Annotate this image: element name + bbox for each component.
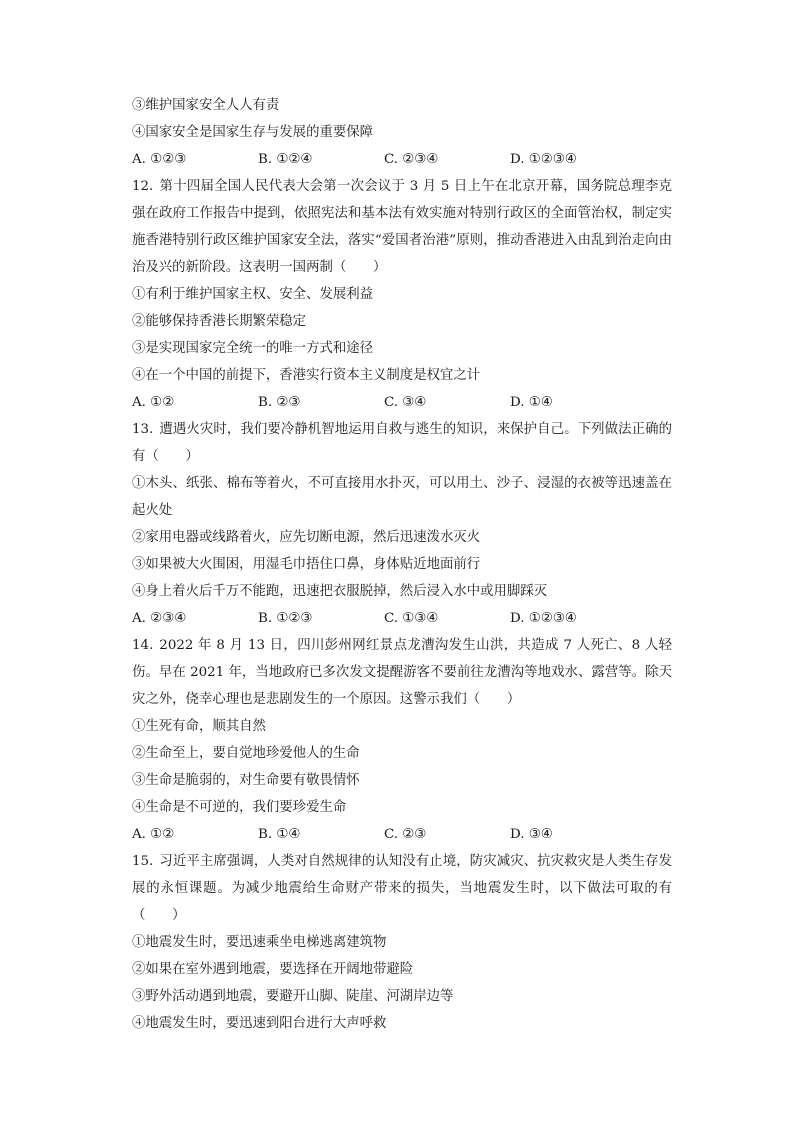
question-stem: [132, 173, 672, 281]
question-number: 14.: [132, 638, 154, 653]
question-text: 2022 年 8 月 13 日，四川彭州网红景点龙漕沟发生山洪，共造成 7 人死亡、8 人轻伤。早在 2021 年，当地政府已多次发文提醒游客不要前往龙漕沟等地戏水、露营等。除天灾之外，侥幸心理也是悲剧发生的一个原因。这警示我们（ ）: [132, 638, 672, 707]
answer-choices: [132, 821, 672, 848]
option-line: ④地震发生时，要迅速到阳台进行大声呼救: [132, 1016, 387, 1031]
answer-choice-a[interactable]: A. ①②: [132, 827, 175, 842]
answer-choices: [132, 146, 672, 173]
answer-choices: [132, 605, 672, 632]
option-line: ②生命至上，要自觉地珍爱他人的生命: [132, 746, 360, 761]
option-line: ④在一个中国的前提下，香港实行资本主义制度是权宜之计: [132, 368, 481, 383]
answer-choice-c[interactable]: C. ②③: [384, 827, 427, 842]
question-stem: [132, 416, 672, 470]
answer-choice-d[interactable]: D. ①②③④: [510, 611, 577, 626]
option-line: ①有利于维护国家主权、安全、发展利益: [132, 287, 374, 302]
question-12: [132, 173, 672, 416]
question-text: 第十四届全国人民代表大会第一次会议于 3 月 5 日上午在北京开幕，国务院总理李克强在政府工作报告中提到，依照宪法和基本法有效实施对特别行政区的全面管治权，制定实施香港特别行政区维护国家安全法，落实“爱国者治港”原则，推动香港进入由乱到治走向由治及兴的新阶段。这表明一国两制（ ）: [132, 179, 672, 275]
option-line: ④身上着火后千万不能跑，迅速把衣服脱掉，然后浸入水中或用脚踩灭: [132, 584, 548, 599]
answer-choice-d[interactable]: D. ①④: [510, 395, 553, 410]
option-line: ①木头、纸张、棉布等着火，不可直接用水扑灭，可以用土、沙子、浸湿的衣被等迅速盖在起火处: [132, 476, 672, 518]
question-text: 遭遇火灾时，我们要冷静机智地运用自救与逃生的知识，来保护自己。下列做法正确的有（ ）: [132, 422, 672, 464]
answer-choice-a[interactable]: A. ②③④: [132, 611, 187, 626]
exam-page: [132, 92, 672, 1037]
option-line: ②能够保持香港长期繁荣稳定: [132, 314, 307, 329]
answer-choice-b[interactable]: B. ①②③: [258, 611, 313, 626]
answer-choice-c[interactable]: C. ③④: [384, 395, 427, 410]
option-line: ③野外活动遇到地震，要避开山脚、陡崖、河湖岸边等: [132, 989, 454, 1004]
option-line: ②如果在室外遇到地震，要选择在开阔地带避险: [132, 962, 414, 977]
answer-choice-a[interactable]: A. ①②: [132, 395, 175, 410]
answer-choice-d[interactable]: D. ①②③④: [510, 152, 577, 167]
question-number: 15.: [132, 854, 154, 869]
answer-choice-b[interactable]: B. ②③: [258, 395, 301, 410]
answer-choice-c[interactable]: C. ②③④: [384, 152, 439, 167]
option-line: ③维护国家安全人人有责: [132, 98, 280, 113]
option-line: ④国家安全是国家生存与发展的重要保障: [132, 125, 374, 140]
answer-choice-b[interactable]: B. ①②④: [258, 152, 313, 167]
option-line: ③是实现国家完全统一的唯一方式和途径: [132, 341, 374, 356]
question-15: [132, 848, 672, 1037]
option-line: ④生命是不可逆的，我们要珍爱生命: [132, 800, 347, 815]
answer-choice-d[interactable]: D. ③④: [510, 827, 553, 842]
option-line: ②家用电器或线路着火，应先切断电源，然后迅速泼水灭火: [132, 530, 481, 545]
option-line: ③如果被大火围困，用湿毛巾捂住口鼻，身体贴近地面前行: [132, 557, 481, 572]
option-line: ①生死有命，顺其自然: [132, 719, 266, 734]
answer-choice-c[interactable]: C. ①③④: [384, 611, 439, 626]
answer-choice-a[interactable]: A. ①②③: [132, 152, 187, 167]
option-line: ③生命是脆弱的，对生命要有敬畏情怀: [132, 773, 360, 788]
option-line: ①地震发生时，要迅速乘坐电梯逃离建筑物: [132, 935, 387, 950]
question-stem: [132, 632, 672, 713]
question-13: [132, 416, 672, 632]
question-text: 习近平主席强调，人类对自然规律的认知没有止境，防灾减灾、抗灾救灾是人类生存发展的永恒课题。为减少地震给生命财产带来的损失，当地震发生时，以下做法可取的有（ ）: [132, 854, 672, 923]
answer-choices: [132, 389, 672, 416]
question-stem: [132, 848, 672, 929]
question-14: [132, 632, 672, 848]
question-number: 12.: [132, 179, 154, 194]
answer-choice-b[interactable]: B. ①④: [258, 827, 301, 842]
question-number: 13.: [132, 422, 154, 437]
